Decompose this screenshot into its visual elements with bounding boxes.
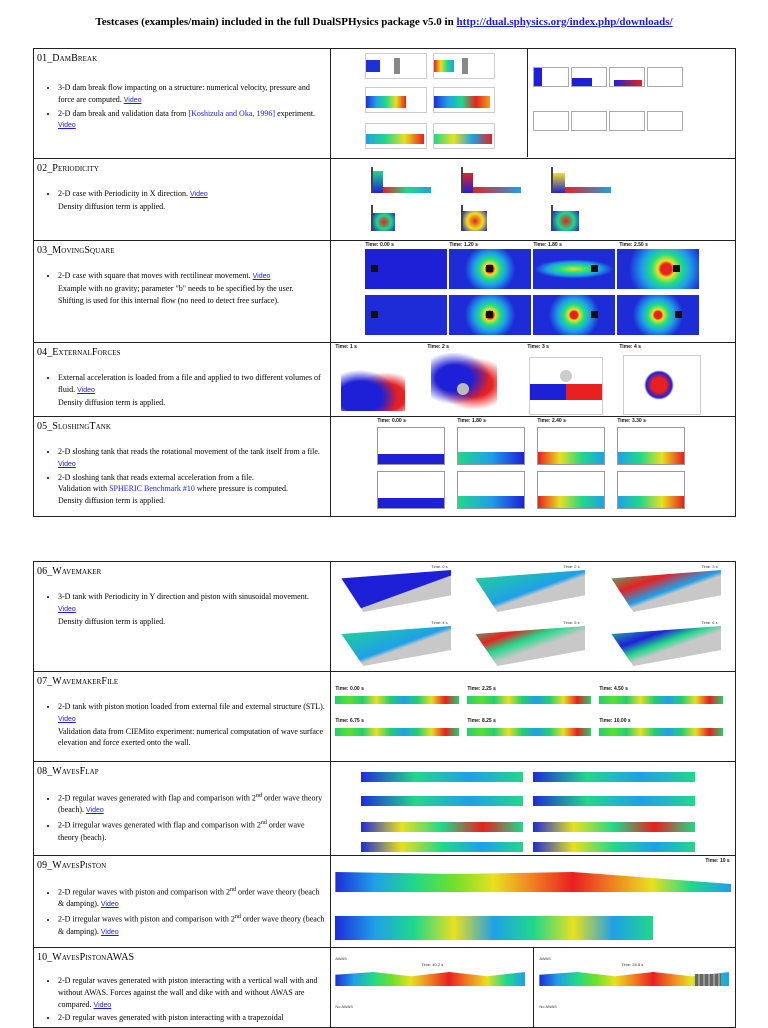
list-item: • 3-D tank with Periodicity in Y direction and piston with sinusoidal movement. Video Density diffusion term is applied.: [58, 591, 330, 627]
case-row-wavespiston: [34, 856, 736, 948]
periodicity-snapshot: [551, 165, 611, 193]
list-item: • 2-D regular waves generated with flap and comparison with 2nd order wave theory (beach). Video: [58, 791, 330, 817]
movingsquare-snapshot: [533, 249, 615, 289]
wavespiston-snapshot: [335, 872, 731, 892]
periodicity-snapshot: [461, 165, 521, 193]
wavesflap-snapshot: [533, 822, 695, 832]
wavemaker-snapshot: [341, 626, 451, 666]
wavemakerfile-snapshot: [467, 696, 591, 704]
list-item: • 2-D sloshing tank that reads external acceleration from a file. Validation with SPHERIC Benchmark #10 where pressure is computed. Density diffusion term is applied.: [58, 472, 330, 507]
wavemakerfile-snapshot: [599, 696, 723, 704]
wavemakerfile-images: Time: 0.00 s Time: 2.25 s Time: 4.50 s Time: 6.75 s Time: 8.25 s Time: 10.00 s: [331, 672, 736, 762]
movingsquare-snapshot: [365, 249, 447, 289]
video-link[interactable]: Video: [189, 191, 208, 198]
downloads-link[interactable]: http://dual.sphysics.org/index.php/downloads/: [456, 16, 673, 28]
externalforces-snapshot: [431, 353, 497, 409]
case-name: 10_WavesPistonAWAS: [37, 952, 135, 963]
movingsquare-snapshot: [533, 295, 615, 335]
case-row-wavemaker: [34, 562, 736, 672]
list-item: • 2-D regular waves generated with piston interacting with a trapezoidal: [58, 1012, 330, 1024]
sloshing-snapshot: [537, 427, 605, 465]
sloshing-snapshot: [617, 427, 685, 465]
wavemaker-snapshot: [611, 626, 721, 666]
sloshing-snapshot: [617, 471, 685, 509]
wavesflap-snapshot: [361, 822, 523, 832]
case-row-movingsquare: [34, 241, 736, 343]
video-link[interactable]: Video: [100, 901, 119, 909]
wavesflap-snapshot: [361, 842, 523, 852]
case-name: 03_MovingSquare: [37, 245, 115, 256]
case-name: 06_Wavemaker: [37, 566, 102, 577]
video-link[interactable]: Video: [85, 807, 104, 815]
case-row-wavemakerfile: [34, 672, 736, 762]
case-row-wavesflap: [34, 762, 736, 856]
movingsquare-snapshot: [449, 249, 531, 289]
list-item: • 2-D dam break and validation data from [Koshizula and Oka, 1996] experiment. Video: [58, 108, 330, 133]
list-item: • 3-D dam break flow impacting on a structure: numerical velocity, pressure and force are computed. Video: [58, 82, 330, 107]
list-item: • 2-D case with square that moves with rectilinear movement. Video Example with no gravity; parameter "b" needs to be specified by the user. Shifting is used for this internal flow (no need to detect free surface).: [58, 270, 330, 306]
video-link[interactable]: Video: [100, 928, 119, 936]
wavesflap-snapshot: [533, 772, 695, 782]
sloshing-snapshot: [537, 471, 605, 509]
movingsquare-snapshot: [617, 295, 699, 335]
video-link[interactable]: Video: [58, 715, 76, 723]
video-link[interactable]: Video: [58, 605, 76, 613]
wavesflap-snapshot: [533, 796, 695, 806]
externalforces-snapshot: [529, 357, 603, 415]
wavemaker-snapshot: [341, 570, 451, 612]
movingsquare-snapshot: [617, 249, 699, 289]
reference-link[interactable]: SPHERIC Benchmark #10: [109, 484, 195, 494]
periodicity-images: [331, 159, 736, 241]
awas-snapshot: [335, 972, 525, 986]
list-item: • 2-D case with Periodicity in X direction. Video Density diffusion term is applied.: [58, 188, 330, 213]
case-name: 09_WavesPiston: [37, 860, 107, 871]
dambreak-images: [331, 49, 736, 159]
wavespistonawas-images: AWAS Time: 40.2 s AWAS Time: 28.8 s No AWAS No AWAS: [331, 948, 736, 1028]
sloshing-snapshot: [377, 427, 445, 465]
video-link[interactable]: Video: [93, 1001, 112, 1009]
case-name: 01_DamBreak: [37, 53, 98, 64]
case-row-wavespistonawas: [34, 948, 736, 1028]
wavemaker-snapshot: [475, 626, 585, 666]
case-name: 05_SloshingTank: [37, 421, 112, 432]
list-item: • 2-D tank with piston motion loaded from external file and external structure (STL). Video Validation data from CIEMito experiment: numerical computation of wave surface elevation and force exerted onto the wall.: [58, 701, 330, 749]
movingsquare-snapshot: [449, 295, 531, 335]
wavesflap-snapshot: [361, 796, 523, 806]
wavemakerfile-snapshot: [599, 728, 723, 736]
sloshing-snapshot: [457, 427, 525, 465]
reference-link[interactable]: [Koshizula and Oka, 1996]: [188, 108, 276, 118]
wavesflap-images: [331, 762, 736, 856]
movingsquare-images: Time: 0.00 s Time: 1.20 s Time: 1.80 s Time: 2.50 s: [331, 241, 736, 343]
wavemaker-images: Time: 0 s Time: 2 s Time: 3 s Time: 4 s Time: 5 s Time: 6 s: [331, 562, 736, 672]
list-item: • 2-D irregular waves generated with flap and comparison with 2nd order wave theory (beach).: [58, 818, 330, 843]
periodicity-snapshot: [461, 203, 521, 231]
movingsquare-snapshot: [365, 295, 447, 335]
testcases-table-1: [33, 48, 736, 517]
wavespiston-snapshot: [335, 916, 653, 940]
wavespiston-images: Time: 10 s: [331, 856, 736, 948]
wavesflap-snapshot: [361, 772, 523, 782]
case-name: 08_WavesFlap: [37, 766, 99, 777]
case-name: 02_Periodicity: [37, 163, 100, 174]
wavemakerfile-snapshot: [335, 696, 459, 704]
periodicity-snapshot: [371, 203, 431, 231]
list-item: • External acceleration is loaded from a file and applied to two different volumes of fluid. Video Density diffusion term is applied.: [58, 372, 330, 408]
video-link[interactable]: Video: [123, 96, 142, 104]
case-row-dambreak: [34, 49, 736, 159]
list-item: • 2-D sloshing tank that reads the rotational movement of the tank itself from a file. Video: [58, 446, 330, 471]
case-row-externalforces: [34, 343, 736, 417]
wavemakerfile-snapshot: [335, 728, 459, 736]
video-link[interactable]: Video: [252, 273, 271, 280]
list-item: • 2-D regular waves with piston and comparison with 2nd order wave theory (beach & damping). Video: [58, 885, 330, 911]
case-row-sloshingtank: [34, 417, 736, 517]
video-link[interactable]: Video: [58, 122, 76, 130]
video-link[interactable]: Video: [58, 460, 76, 468]
case-name: 04_ExternalForces: [37, 347, 121, 358]
externalforces-snapshot: [623, 355, 701, 415]
dambreak-3d-snapshots: [331, 49, 527, 157]
sloshing-snapshot: [377, 471, 445, 509]
wavemaker-snapshot: [475, 570, 585, 612]
list-item: • 2-D irregular waves with piston and comparison with 2nd order wave theory (beach & damping). Video: [58, 912, 330, 938]
list-item: • 2-D regular waves generated with piston interacting with a vertical wall with and without AWAS. Forces against the wall and dike with and without AWAS are compared. Video: [58, 975, 330, 1011]
case-name: 07_WavemakerFile: [37, 676, 119, 687]
wavemakerfile-snapshot: [467, 728, 591, 736]
page-title: Testcases (examples/main) included in the full DualSPHysics package v5.0 in http://dual.sphysics.org/index.php/downloads/: [95, 16, 673, 28]
case-row-periodicity: [34, 159, 736, 241]
periodicity-snapshot: [371, 165, 431, 193]
wavesflap-snapshot: [533, 842, 695, 852]
wavemaker-snapshot: [611, 570, 721, 612]
sloshing-snapshot: [457, 471, 525, 509]
periodicity-snapshot: [551, 203, 611, 231]
testcases-table-2: [33, 561, 736, 1028]
dike-shape: [695, 974, 721, 986]
externalforces-snapshot: [341, 365, 405, 411]
video-link[interactable]: Video: [77, 386, 95, 394]
sloshingtank-images: Time: 0.00 s Time: 1.80 s Time: 2.40 s Time: 3.30 s: [331, 417, 736, 517]
dambreak-2d-snapshots: [531, 53, 731, 153]
externalforces-images: Time: 1 s Time: 2 s Time: 3 s Time: 4 s: [331, 343, 736, 417]
